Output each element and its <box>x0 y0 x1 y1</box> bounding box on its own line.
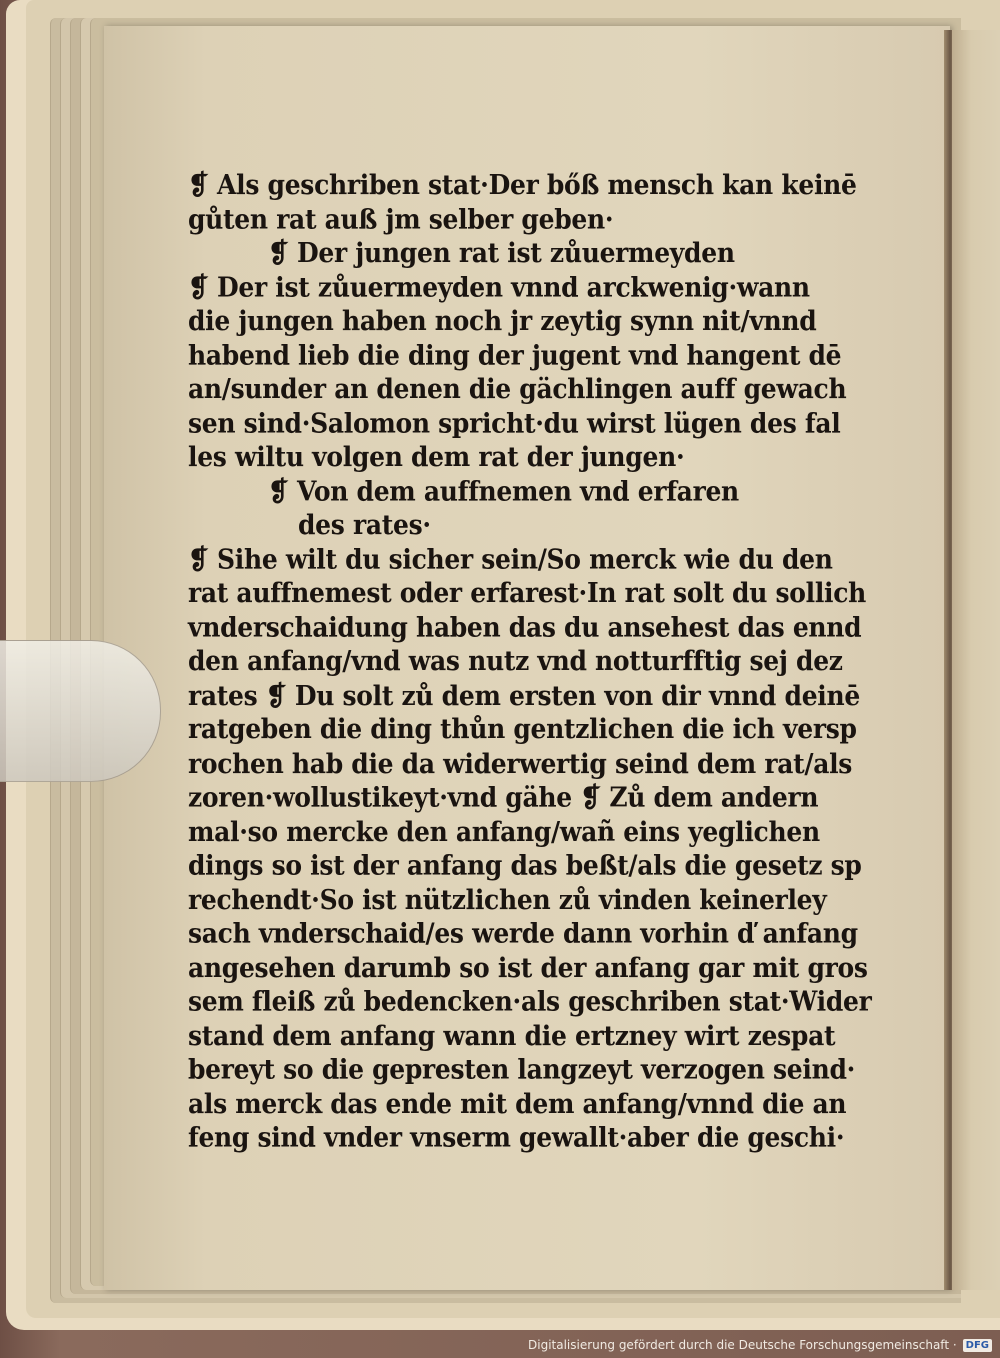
text-line: rates ❡ Du solt zů dem ersten von dir vnnd deinē <box>188 679 860 711</box>
text-line: rechendt·So ist nützlichen zů vinden keinerley <box>188 883 827 915</box>
text-line: ❡ Der jungen rat ist zůuermeyden <box>268 237 735 269</box>
text-line: rochen hab die da widerwertig seind dem rat/als <box>188 747 853 779</box>
text-line: bereyt so die gepresten langzeyt verzogen seind· <box>188 1053 856 1085</box>
text-line: zoren·wollustikeyt·vnd gähe ❡ Zů dem andern <box>188 781 819 813</box>
text-line: den anfang/vnd was nutz vnd notturfftig sej dez <box>188 645 843 677</box>
text-line: an/sunder an denen die gächlingen auff gewach <box>188 373 847 405</box>
text-line: ❡ Der ist zůuermeyden vnnd arckwenig·wann <box>188 271 810 303</box>
text-line: habend lieb die ding der jugent vnd hangent dē <box>188 339 842 371</box>
text-line: ❡ Von dem auffnemen vnd erfaren <box>268 475 739 507</box>
footer <box>528 1338 992 1352</box>
text-line: sen sind·Salomon spricht·du wirst lügen des fal <box>188 407 841 439</box>
footer-credit: Digitalisierung gefördert durch die Deutsche Forschungsgemeinschaft · <box>528 1338 957 1352</box>
text-line: ❡ Sihe wilt du sicher sein/So merck wie du den <box>188 543 833 575</box>
text-line: des rates· <box>298 509 431 541</box>
text-line: gůten rat auß jm selber geben· <box>188 203 614 235</box>
text-line: stand dem anfang wann die ertzney wirt zespat <box>188 1019 836 1051</box>
dfg-logo: DFG <box>963 1339 992 1352</box>
text-line: sem fleiß zů bedencken·als geschriben stat·Wider <box>188 985 872 1017</box>
text-line: die jungen haben noch jr zeytig synn nit/vnnd <box>188 305 817 337</box>
text-line: rat auffnemest oder erfarest·In rat solt du sollich <box>188 577 867 609</box>
page-clip <box>0 640 161 782</box>
text-line: als merck das ende mit dem anfang/vnnd die an <box>188 1087 847 1119</box>
text-line: ratgeben die ding thůn gentzlichen die ich versp <box>188 713 857 745</box>
text-line: ❡ Als geschriben stat·Der bőß mensch kan keinē <box>188 169 857 201</box>
text-line: mal·so mercke den anfang/wañ eins yeglichen <box>188 815 820 847</box>
text-line: sach vnderschaid/es werde dann vorhin ď anfang <box>188 917 858 949</box>
page-text-block <box>188 168 918 1155</box>
text-line: vnderschaidung haben das du ansehest das ennd <box>188 611 862 643</box>
facing-page <box>952 30 1000 1290</box>
text-line: dings so ist der anfang das beßt/als die gesetz sp <box>188 849 862 881</box>
text-line: angesehen darumb so ist der anfang gar mit gros <box>188 951 868 983</box>
text-line: les wiltu volgen dem rat der jungen· <box>188 441 685 473</box>
text-line: feng sind vnder vnserm gewallt·aber die geschi· <box>188 1121 845 1153</box>
